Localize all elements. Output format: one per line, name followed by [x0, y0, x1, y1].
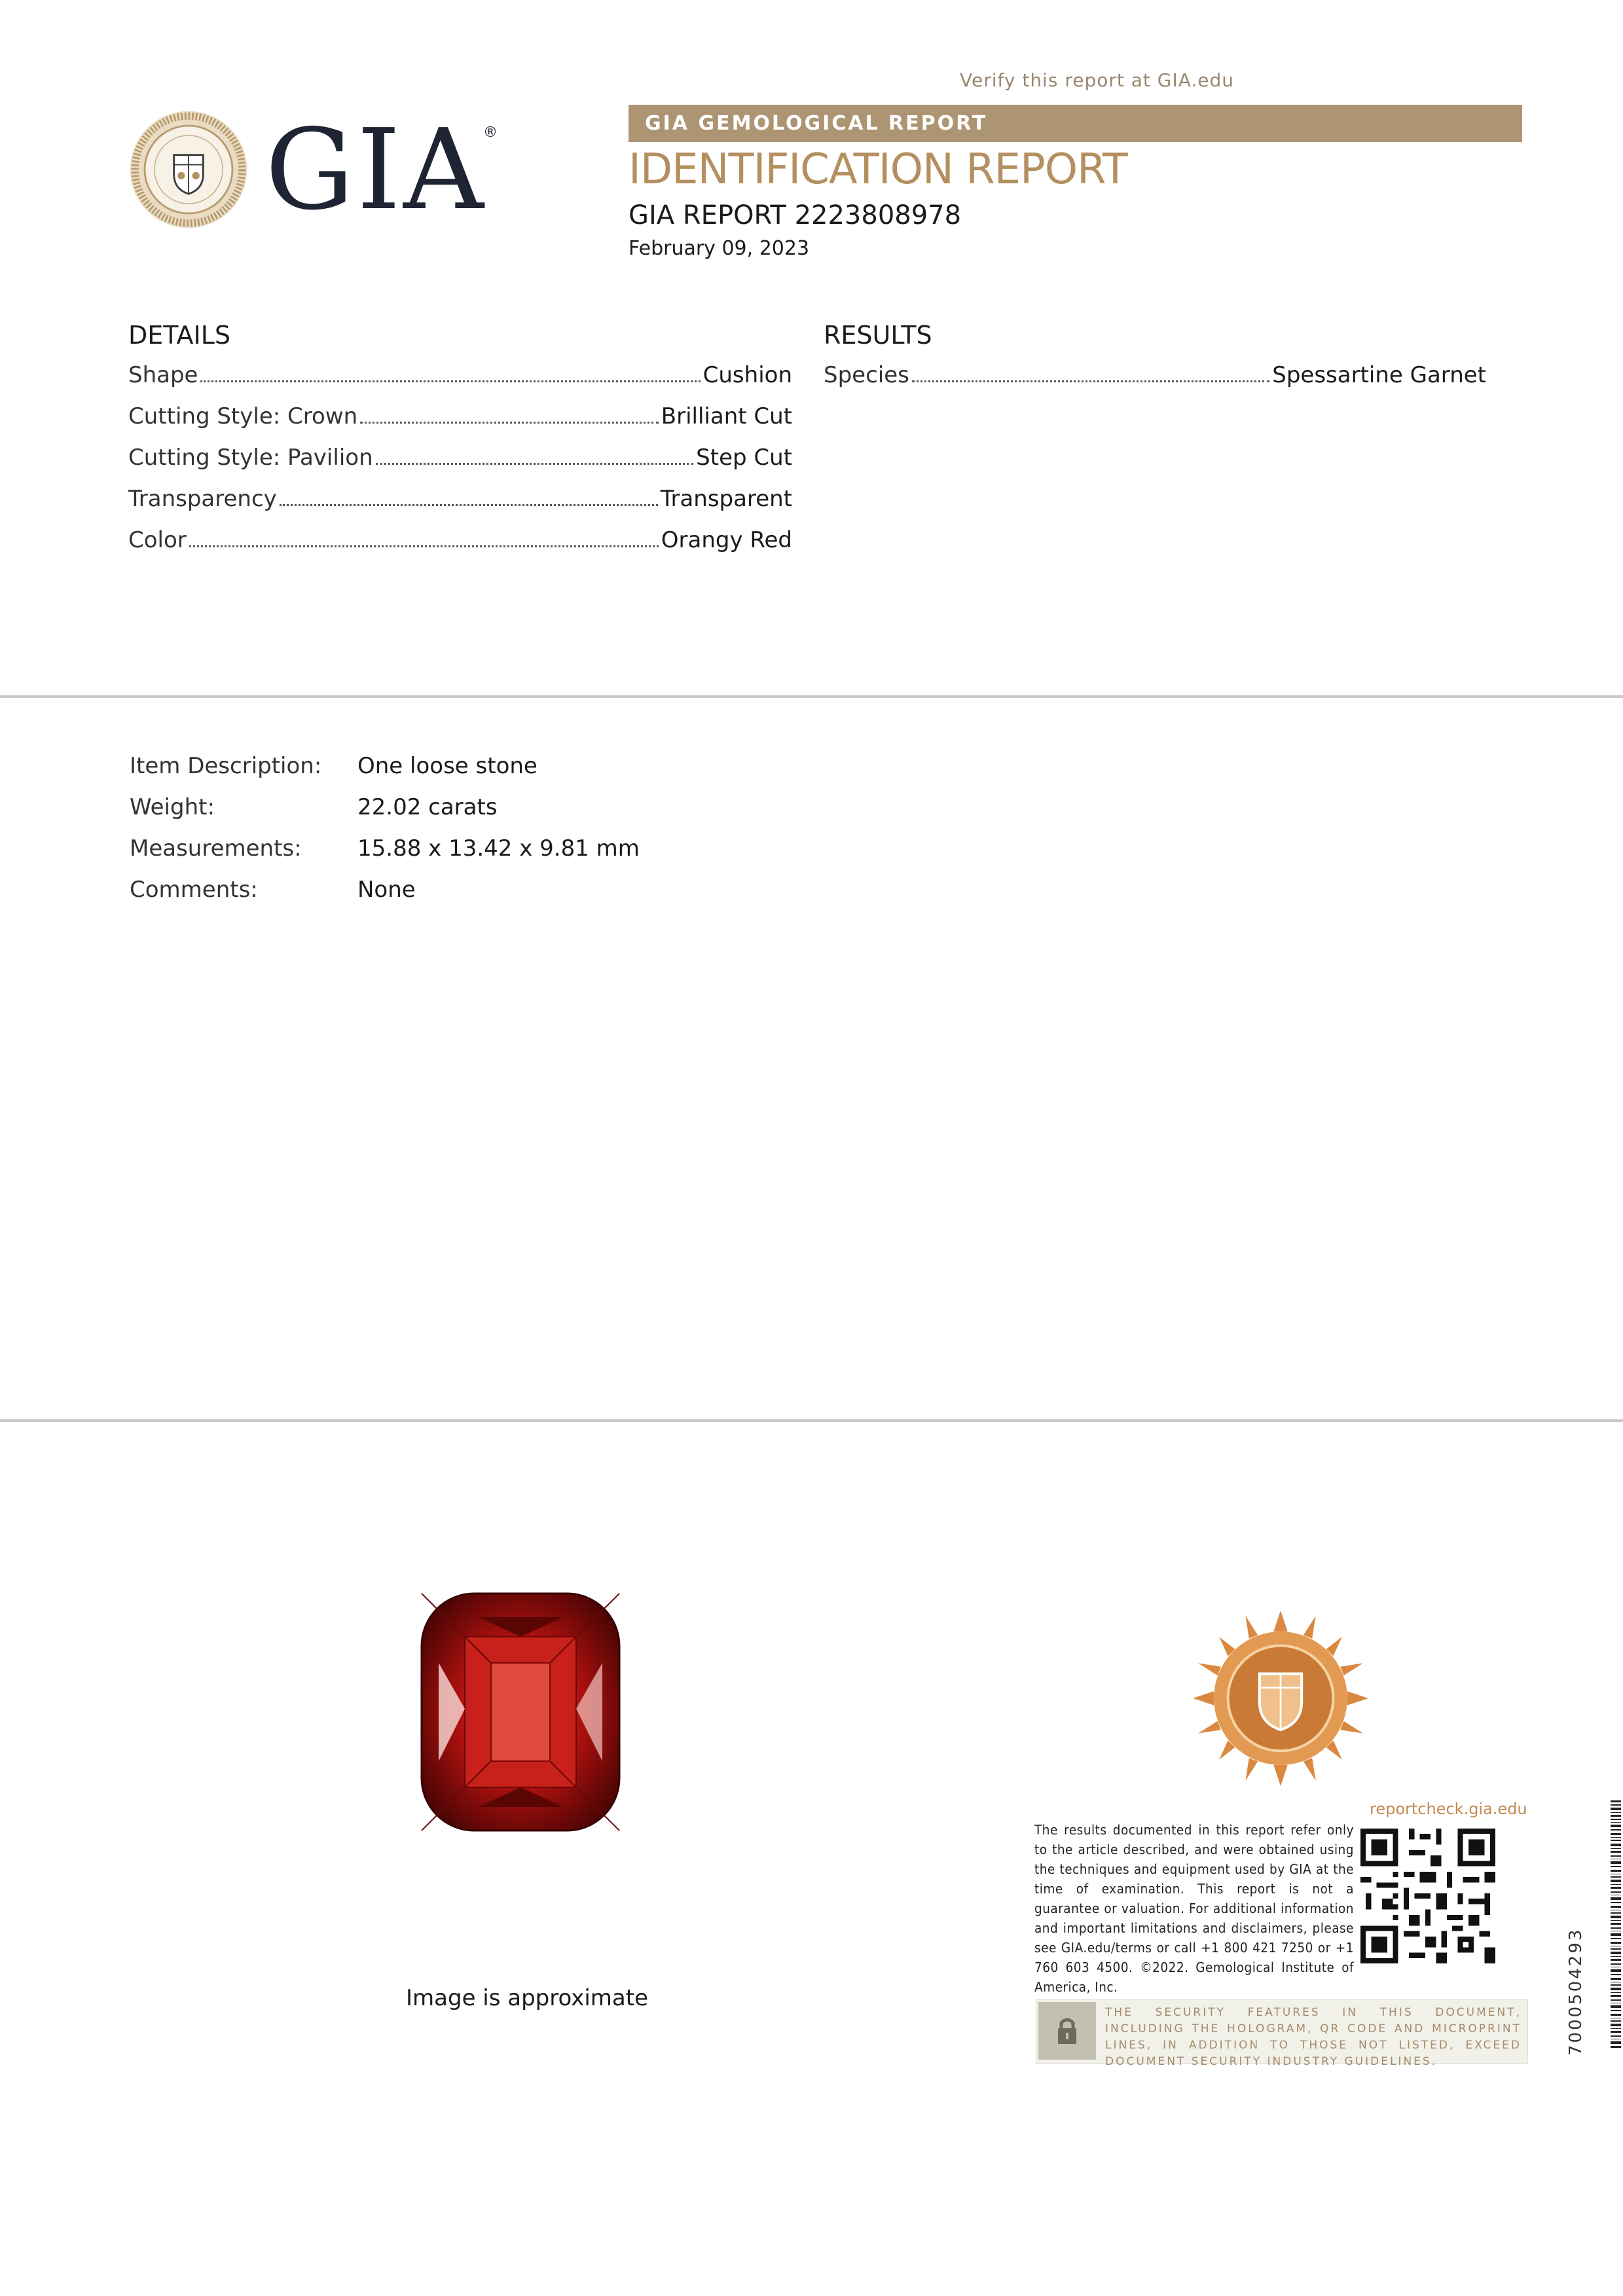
detail-row	[128, 486, 792, 527]
item-label: Weight:	[130, 794, 215, 820]
lock-icon	[1038, 2002, 1096, 2060]
detail-label: Color	[128, 527, 187, 553]
report-type-title: IDENTIFICATION REPORT	[629, 145, 1127, 194]
detail-label: Transparency	[128, 486, 277, 512]
item-value: One loose stone	[357, 753, 538, 779]
detail-value: Step Cut	[696, 445, 792, 471]
report-number: GIA REPORT 2223808978	[629, 200, 962, 230]
result-value: Spessartine Garnet	[1272, 362, 1486, 388]
detail-value: Cushion	[702, 362, 792, 388]
gia-seal-icon	[128, 109, 249, 230]
details-heading: DETAILS	[128, 321, 231, 350]
result-row	[824, 362, 1486, 388]
item-label: Measurements:	[130, 835, 302, 862]
gia-logo: GIA	[265, 105, 486, 235]
item-row	[130, 877, 640, 918]
detail-value: Orangy Red	[661, 527, 792, 553]
detail-row	[128, 527, 792, 568]
detail-row	[128, 403, 792, 445]
report-date: February 09, 2023	[629, 237, 810, 260]
detail-row	[128, 362, 792, 403]
qr-code-icon[interactable]	[1360, 1827, 1495, 1965]
detail-label: Shape	[128, 362, 198, 388]
detail-value: Transparent	[660, 486, 792, 512]
item-value: None	[357, 877, 416, 903]
item-value: 15.88 x 13.42 x 9.81 mm	[357, 835, 640, 862]
item-label: Item Description:	[130, 753, 322, 779]
item-row	[130, 753, 640, 794]
gemstone-image	[419, 1591, 622, 1833]
results-list	[824, 362, 1486, 388]
detail-value: Brilliant Cut	[661, 403, 792, 429]
banner-title: GIA GEMOLOGICAL REPORT	[645, 112, 988, 135]
detail-label: Cutting Style: Pavilion	[128, 445, 373, 471]
details-list	[128, 362, 792, 568]
reportcheck-link[interactable]: reportcheck.gia.edu	[1370, 1800, 1527, 1818]
serial-number: 7000504293	[1566, 1927, 1586, 2056]
divider	[0, 695, 1623, 698]
item-value: 22.02 carats	[357, 794, 498, 820]
image-caption: Image is approximate	[406, 1985, 649, 2011]
results-heading: RESULTS	[824, 321, 932, 350]
item-row	[130, 794, 640, 835]
gia-hologram-seal-icon	[1193, 1611, 1368, 1786]
disclaimer-text: The results documented in this report refer only to the article described, and were obtained using the techniques and equipment used by GIA at the time of examination. This report is not a guarantee or valuation. For additional information and important limitations and disclaimers, please see GIA.edu/terms or call +1 800 421 7250 or +1 760 603 4500. ©2022. Gemological Institute of America, Inc.	[1034, 1822, 1354, 1995]
registered-mark: ®	[483, 124, 498, 141]
item-description-table	[130, 753, 640, 918]
security-notice-text: THE SECURITY FEATURES IN THIS DOCUMENT, INCLUDING THE HOLOGRAM, QR CODE AND MICROPRINT LINES, IN ADDITION TO THOSE NOT LISTED, EXCEED DOCUMENT SECURITY INDUSTRY GUIDELINES.	[1105, 2006, 1522, 2068]
barcode-icon	[1611, 1800, 1621, 2049]
result-label: Species	[824, 362, 909, 388]
detail-label: Cutting Style: Crown	[128, 403, 358, 429]
item-label: Comments:	[130, 877, 258, 903]
verify-link[interactable]: Verify this report at GIA.edu	[960, 69, 1235, 91]
divider	[0, 1419, 1623, 1422]
item-row	[130, 835, 640, 877]
detail-row	[128, 445, 792, 486]
